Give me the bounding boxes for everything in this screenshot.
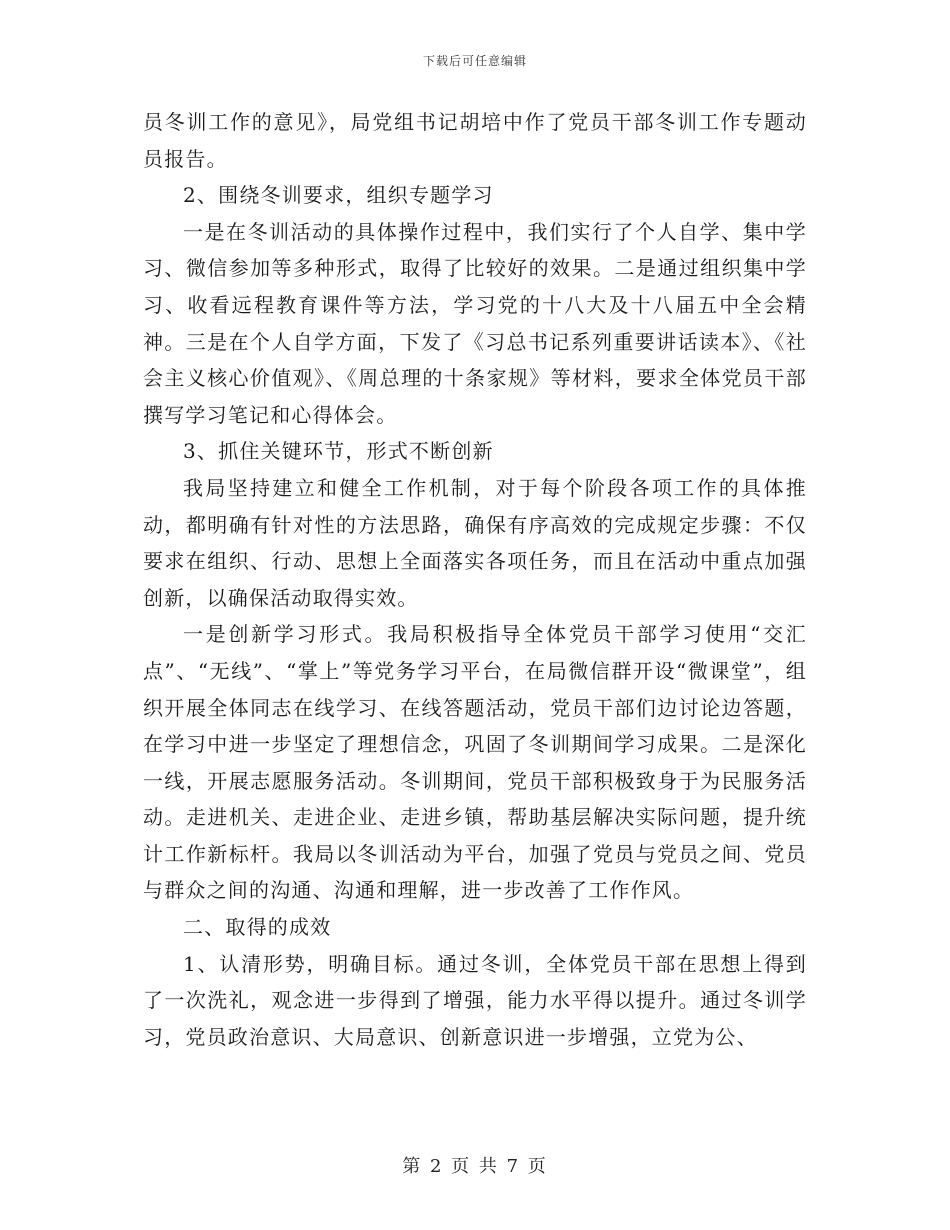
- section-heading: 2、围绕冬训要求，组织专题学习: [183, 183, 494, 208]
- paragraph: 一是创新学习形式。我局积极指导全体党员干部学习使用“交汇点”、“无线”、“掌上”等党务学习平台，在局微信群开设“微课堂”，组织开展全体同志在线学习、在线答题活动，党员干部们边讨论边答题，在学习中进一步坚定了理想信念，巩固了冬训期间学习成果。二是深化一线，开展志愿服务活动。冬训期间，党员干部积极致身于为民服务活动。走进机关、走进企业、走进乡镇，帮助基层解决实际问题，提升统计工作新标杆。我局以冬训活动为平台，加强了党员与党员之间、党员与群众之间的沟通、沟通和理解，进一步改善了工作作风。: [143, 622, 807, 903]
- page-header: 下载后可任意编辑: [422, 54, 527, 68]
- section-heading: 3、抓住关键环节，形式不断创新: [183, 439, 494, 464]
- document-body: [143, 104, 807, 1055]
- paragraph: 员冬训工作的意见》，局党组书记胡培中作了党员干部冬训工作专题动员报告。: [143, 110, 807, 171]
- page-number: 第 2 页 共 7 页: [402, 1156, 548, 1177]
- section-heading: 二、取得的成效: [183, 915, 332, 940]
- paragraph: 我局坚持建立和健全工作机制，对于每个阶段各项工作的具体推动，都明确有针对性的方法思路，确保有序高效的完成规定步骤：不仅要求在组织、行动、思想上全面落实各项任务，而且在活动中重点加强创新，以确保活动取得实效。: [143, 475, 807, 610]
- paragraph: 1、认清形势，明确目标。通过冬训，全体党员干部在思想上得到了一次洗礼，观念进一步得到了增强，能力水平得以提升。通过冬训学习，党员政治意识、大局意识、创新意识进一步增强，立党为公、: [143, 951, 807, 1049]
- paragraph: 一是在冬训活动的具体操作过程中，我们实行了个人自学、集中学习、微信参加等多种形式，取得了比较好的效果。二是通过组织集中学习、收看远程教育课件等方法，学习党的十八大及十八届五中全会精神。三是在个人自学方面，下发了《习总书记系列重要讲话读本》、《社会主义核心价值观》、《周总理的十条家规》等材料，要求全体党员干部撰写学习笔记和心得体会。: [143, 219, 807, 427]
